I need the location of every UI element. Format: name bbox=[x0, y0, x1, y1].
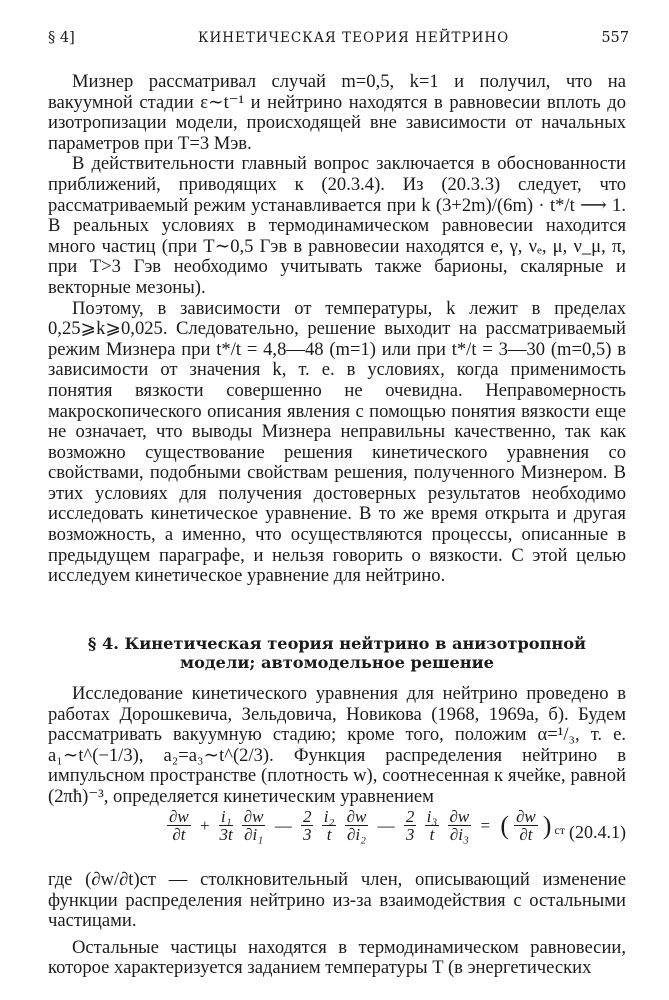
paragraph: В действительности главный вопрос заключается в обоснованности приближений, приводящих к (20.3.4). Из (20.3.3) следует, что рассматриваемый режим устанавливается при k (3+2m)/(6m) · t*/t ⟶ 1. В реальных условиях в термодинамическом равновесии находится много частиц (при T∼0,5 Гэв в равновесии находятся e, γ, νₑ, μ, ν_μ, π, при T>3 Гэв необходимо учитывать также барионы, скалярные и векторные мезоны). bbox=[48, 153, 626, 298]
running-title: КИНЕТИЧЕСКАЯ ТЕОРИЯ НЕЙТРИНО bbox=[198, 30, 510, 46]
running-head bbox=[48, 30, 629, 54]
section-heading-line: модели; автомодельное решение bbox=[180, 653, 494, 672]
fraction: $\frac{\partial w}{\text{∂i₂}}$ bbox=[346, 807, 367, 844]
fraction: $\frac{\text{i₂}}{t}$ bbox=[323, 807, 335, 844]
section-marker: § 4] bbox=[48, 30, 75, 46]
fraction: $\frac{\text{i₃}}{t}$ bbox=[426, 807, 438, 844]
paragraph: Мизнер рассматривал случай m=0,5, k=1 и получил, что на вакуумной стадии ε∼t⁻¹ и нейтрино находятся в равновесии вплоть до изотропизации модели, происходящей вне зависимости от начальных параметров при T=3 Мэв. bbox=[48, 71, 626, 154]
fraction: $\frac{\partial w}{\partial t}$ bbox=[169, 807, 189, 844]
body-text-intro bbox=[48, 684, 626, 808]
fraction: $\frac{\text{i₁}}{3t}$ bbox=[219, 807, 233, 844]
kinetic-equation: $\frac{\partial w}{\partial t}$ + $\frac{\text{i₁}}{3t}$ $\frac{\partial w}{\text{∂i₁}}$ — $\frac{2}{3}$ $\frac{\text{i₂}}{t}$ $\frac{\partial w}{\text{∂i₂}}$ — $\frac{2}{3}$ $\frac{\text{i₃}}{t}$ $\frac{\partial w}{\text{∂i₃}}$ = ( $\frac{\partial w}{\partial t}$ ) $_{ст}$ (20.4.1) bbox=[169, 807, 626, 844]
paragraph: Остальные частицы находятся в термодинамическом равновесии, которое характеризуется заданием температуры T (в энергетических bbox=[48, 936, 626, 979]
paragraph: Поэтому, в зависимости от температуры, k лежит в пределах 0,25⩾k⩾0,025. Следовательно, решение выходит на рассматриваемый режим Мизнера при t*/t = 4,8—48 (m=1) или при t*/t = 3—30 (m=0,5) в зависимости от значения k, т. е. в условиях, когда применимость понятия вязкости совершенно не очевидна. Неправомерность макроскопического описания явления с помощью понятия вязкости еще не означает, что выводы Мизнера неправильны качественно, так как возможно существование решения кинетического уравнения со свойствами, подобными свойствам решения, полученного Мизнером. В этих условиях для получения достоверных результатов необходимо исследовать кинетическое уравнение. В то же время открыта и другая возможность, а именно, что осуществляются процессы, описанные в предыдущем параграфе, и нельзя говорить о вязкости. С этой целью исследуем кинетическое уравнение для нейтрино. bbox=[48, 297, 626, 587]
fraction: $\frac{\partial w}{\partial t}$ bbox=[516, 807, 536, 844]
section-heading-line: § 4. Кинетическая теория нейтрино в анизотропной bbox=[87, 634, 587, 653]
equation-number: (20.4.1) bbox=[569, 822, 626, 842]
page-number: 557 bbox=[601, 30, 629, 46]
fraction: $\frac{\partial w}{\text{∂i₃}}$ bbox=[449, 807, 470, 844]
fraction: $\frac{2}{3}$ bbox=[405, 807, 415, 844]
section-heading bbox=[48, 634, 626, 672]
paragraph: Исследование кинетического уравнения для нейтрино проведено в работах Дорошкевича, Зельдовича, Новикова (1968, 1969а, б). Будем рассматривать вакуумную стадию; кроме того, положим α=¹/₃, т. е. a₁∼t^(−1/3), a₂=a₃∼t^(2/3). Функция распределения нейтрино в импульсном пространстве (плотность w), соотнесенная к ячейке, равной (2πħ)⁻³, определяется кинетическим уравнением bbox=[48, 683, 626, 807]
fraction: $\frac{2}{3}$ bbox=[302, 807, 312, 844]
fraction: $\frac{\partial w}{\text{∂i₁}}$ bbox=[243, 807, 264, 844]
body-text-top bbox=[48, 72, 626, 587]
paragraph: где (∂w/∂t)ст — столкновительный член, описывающий изменение функции распределения нейтрино из-за взаимодействия с остальными частицами. bbox=[48, 869, 626, 932]
body-text-bottom bbox=[48, 870, 626, 979]
